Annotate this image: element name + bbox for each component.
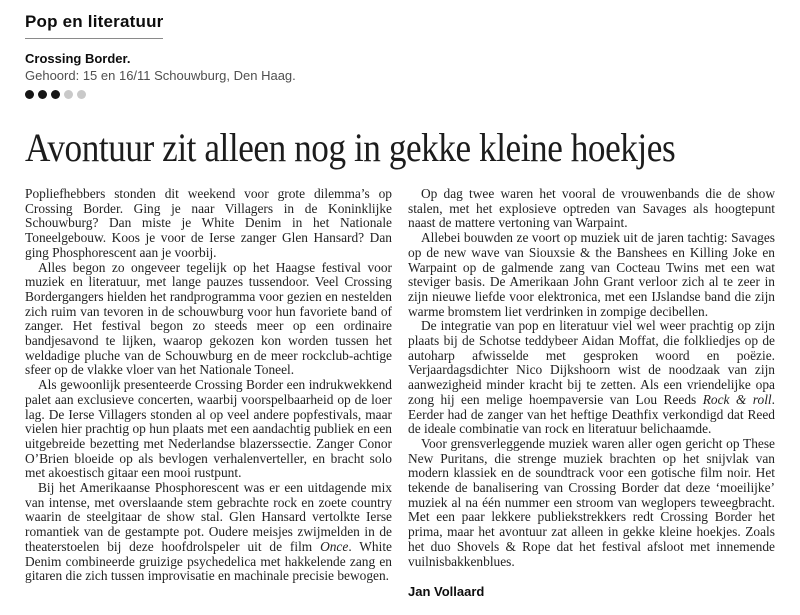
article-paragraph: Allebei bouwden ze voort op muziek uit de jaren tachtig: Savages op de new wave van Siouxsie & the Banshees en Killing Joke en Warpaint op de galmende zang van Cocteau Twins met een wat steviger basis. De Amerikaan John Grant verloor zich al te zeer in zijn nieuwe liefde voor elektronica, met een IJslandse band die zijn warme bromstem liet verdrinken in zompige decibellen. [408,230,775,319]
article-paragraph: Popliefhebbers stonden dit weekend voor grote dilemma’s op Crossing Border. Ging je naar Villagers in de Koninklijke Schouwburg? Dan miste je White Denim in het Nationale Toneelgebouw. Koos je voor de Ierse zanger Glen Hansard? Dan ging Phosphorescent aan je voorbij. [25,186,392,260]
rating-dot-empty [77,90,86,99]
rating-dot-filled [25,90,34,99]
article-paragraph: Bij het Amerikaanse Phosphorescent was er een uitdagende mix van intense, met overslaande stem gebrachte rock en zoete country waarin de steelgitaar de show stal. Glen Hansard vertolkte Ierse romantiek van de gestampte pot. Oudere meisjes zwijmelden in de theaterstoelen bij deze hoofdrolspeler uit de film Once. White Denim combineerde gruizige psychedelica met hakkelende zang en gitaren die zich tussen improvisatie en machinale precisie bewogen. [25,480,392,584]
rating-dot-filled [38,90,47,99]
article-body [25,187,775,600]
article-paragraph: Voor grensverleggende muziek waren aller ogen gericht op These New Puritans, die strenge muziek brachten op het snijvlak van modern klassiek en de soundtrack voor een gotische film noir. Het tekende de banalisering van Crossing Border dat deze ‘moeilijke’ muziek al na één nummer een stroom van weglopers teweegbracht. Met een paar lekkere publiekstrekkers redt Crossing Border het prima, maar het avontuur zat alleen in gekke kleine hoekjes. Zoals het duo Shovels & Rope dat het festival afsloot met innemende vuilnisbakkenblues. [408,435,775,569]
article-paragraph: Alles begon zo ongeveer tegelijk op het Haagse festival voor muziek en literatuur, met lange pauzes tussendoor. Veel Crossing Bordergangers hielden het randprogramma voor gezien en nestelden zich ruim van tevoren in de schouwburg voor hun favoriete band of zanger. Het festival begon zo steeds meer op een ordinaire bandjesavond te lijken, waarop gekozen kon worden tussen het weldadige pluche van de Schouwburg en de meer rockclub-achtige sfeer op de vlakke vloer van het Nationale Toneel. [25,259,392,378]
article-paragraph: De integratie van pop en literatuur viel wel weer prachtig op zijn plaats bij de Schotse teddybeer Aidan Moffat, die folkliedjes op de autoharp afwisselde met gesproken woord en poëzie. Verjaardagsdichter Nico Dijkshoorn wist de noodzaak van zijn aanwezigheid minder kracht bij te zetten. Als een vriendelijke opa zong hij een melige hoempaversie van Lou Reeds Rock & roll. Eerder had de zanger van het heftige Deathfix verkondigd dat Reed de ideale combinatie van rock en literatuur belichaamde. [408,318,775,437]
headline [25,126,775,170]
section-header [25,12,775,39]
article-column-right [408,187,775,600]
byline: Jan Vollaard [408,584,485,600]
review-details: Gehoord: 15 en 16/11 Schouwburg, Den Haag. [25,68,296,83]
article-paragraph: Op dag twee waren het vooral de vrouwenbands die de show stalen, met het explosieve optreden van Savages als hoogtepunt naast de mattere vertoning van Warpaint. [408,186,775,231]
rating-dot-filled [51,90,60,99]
review-title: Crossing Border. [25,51,131,66]
article-paragraph: Als gewoonlijk presenteerde Crossing Border een indrukwekkend palet aan exclusieve concerten, waarbij voorspelbaarheid op de loer lag. De Ierse Villagers stonden al op veel andere popfestivals, maar vielen hier prachtig op hun plaats met een aandachtig publiek en een uitgebreide bezetting met Nederlandse blazerssectie. Zanger Conor O’Brien bloeide op als bevlogen verhalenverteller, en bracht solo met akoestisch gitaar een mooi rustpunt. [25,377,392,481]
column-right-paragraphs [408,187,775,569]
rating-dot-empty [64,90,73,99]
review-meta [25,51,775,99]
section-kicker: Pop en literatuur [25,12,163,39]
article-column-left [25,187,392,600]
rating-dots [25,90,775,99]
column-left-paragraphs [25,187,392,584]
headline-text: Avontuur zit alleen nog in gekke kleine hoekjes [25,125,676,170]
